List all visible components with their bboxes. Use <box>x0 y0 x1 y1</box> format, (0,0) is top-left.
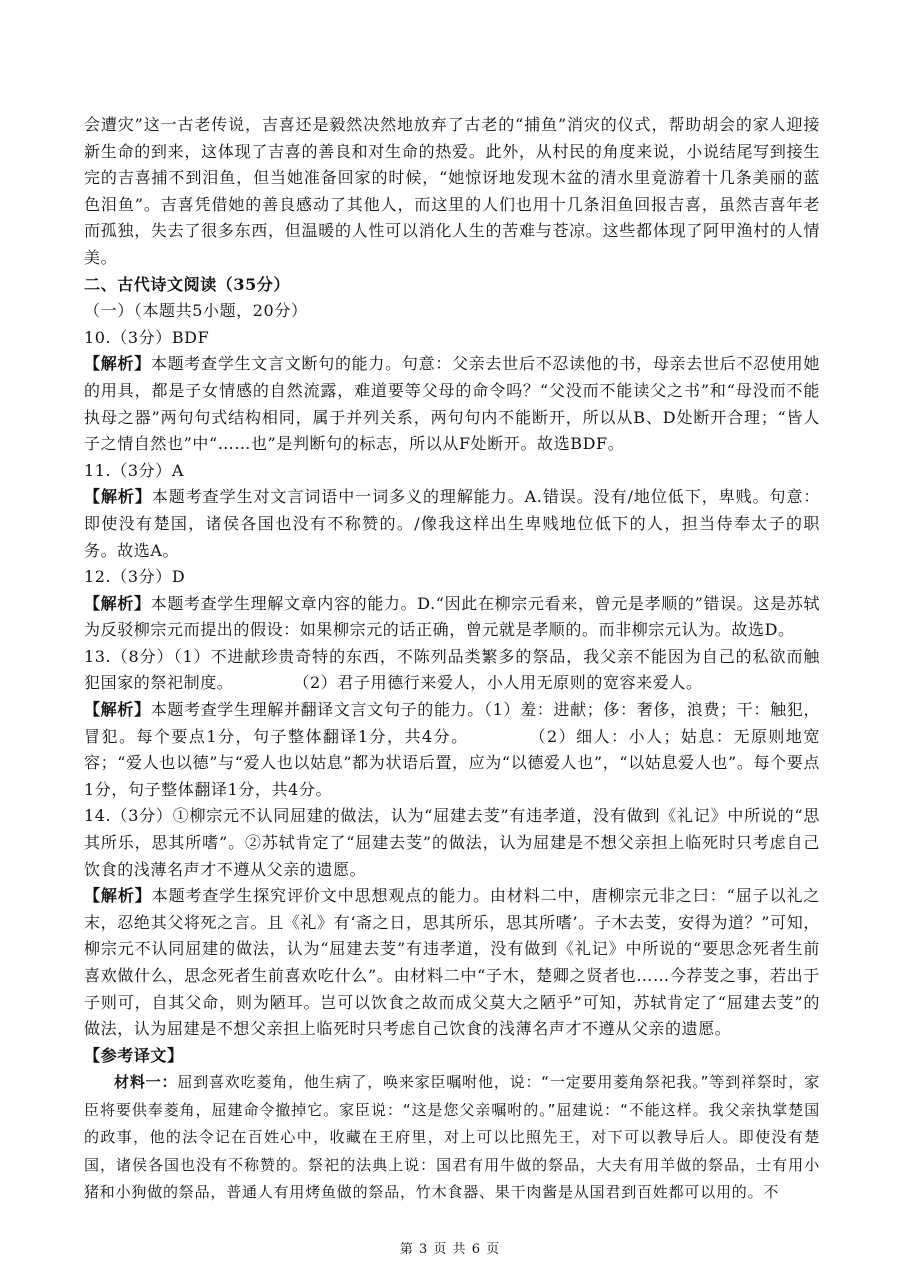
translation-paragraph <box>84 1069 820 1206</box>
analysis-body: 本题考查学生对文言词语中一词多义的理解能力。A.错误。没有/地位低下，卑贱。句意：即使没有楚国，诸侯各国也没有不称赞的。/像我这样出生卑贱地位低下的人，担当侍奉太子的职务。故选A。 <box>84 487 820 560</box>
page-footer: 第 3 页 共 6 页 <box>399 1242 501 1257</box>
analysis-body: 本题考查学生探究评价文中思想观点的能力。由材料二中，唐柳宗元非之曰：“屈子以礼之末，忍绝其父将死之言。且《礼》有‘斋之日，思其所乐，思其所嗜’。子木去芰，安得为道？”可知，柳宗元不认同屈建的做法，认为“屈建去芰”有违孝道，没有做到《礼记》中所说的“要思念死者生前喜欢做什么，思念死者生前喜欢吃什么”。由材料二中“子木，楚卿之贤者也……今荐芰之事，若出于子则可，自其父命，则为陋耳。岂可以饮食之故而成父莫大之陋乎”可知，苏轼肯定了“屈建去芰”的做法，认为屈建是不想父亲担上临死时只考虑自己饮食的浅薄名声才不遵从父亲的遗愿。 <box>84 886 820 1039</box>
subsection-heading: （一）（本题共5小题，20分） <box>84 301 308 321</box>
q13-answer-part2: （2）君子用德行来爱人，小人用无原则的宽容来爱人。 <box>293 673 703 693</box>
section-heading: 二、古代诗文阅读（35分） <box>84 274 291 294</box>
analysis-body: 本题考查学生理解文章内容的能力。D.“因此在柳宗元看来，曾元是孝顺的”错误。这是苏轼为反驳柳宗元而提出的假设：如果柳宗元的话正确，曾元就是孝顺的。而非柳宗元认为。故选D。 <box>84 593 820 640</box>
q13-answer-part1: 13.（8分）（1）不进献珍贵奇特的东西，不陈列品类繁多的祭品，我父亲不能因为自己的私欲而触犯国家的祭祀制度。 <box>84 646 820 693</box>
page-content <box>84 112 820 1206</box>
material-label: 材料一： <box>114 1073 178 1092</box>
analysis-tag: 【解析】 <box>84 354 151 374</box>
q11-analysis <box>84 484 820 564</box>
analysis-tag: 【解析】 <box>84 487 152 507</box>
q14-answer: 14.（3分）①柳宗元不认同屈建的做法，认为“屈建去芰”有违孝道，没有做到《礼记》中所说的“思其所乐，思其所嗜”。②苏轼肯定了“屈建去芰”的做法，认为屈建是不想父亲担上临死时只考虑自己饮食的浅薄名声才不遵从父亲的遗愿。 <box>84 806 820 879</box>
q12-analysis <box>84 591 820 644</box>
q12-answer: 12.（3分）D <box>84 567 186 587</box>
q13-analysis <box>84 697 820 803</box>
q10-analysis <box>84 351 820 457</box>
analysis-tag: 【解析】 <box>84 593 151 613</box>
analysis-tag: 【解析】 <box>84 886 152 906</box>
reference-translation-heading: 【参考译文】 <box>84 1045 184 1065</box>
q14-analysis <box>84 883 820 1043</box>
analysis-body-part1: 本题考查学生理解并翻译文言文句子的能力。（1）羞：进献；侈：奢侈，浪费；干：触犯，冒犯。每个要点1分，句子整体翻译1分，共4分。 <box>84 700 820 746</box>
analysis-body-part2: （2）细人：小人；姑息：无原则地宽容；“爱人也以德”与“爱人也以姑息”都为状语后置，应为“以德爱人也”，“以姑息爱人也”。每个要点1分，句子整体翻译1分，共4分。 <box>84 726 820 799</box>
q10-answer: 10.（3分）BDF <box>84 327 210 347</box>
intro-paragraph: 会遭灾”这一古老传说，吉喜还是毅然决然地放弃了古老的“捕鱼”消灾的仪式，帮助胡会的家人迎接新生命的到来，这体现了吉喜的善良和对生命的热爱。此外，从村民的角度来说，小说结尾写到接生完的吉喜捕不到泪鱼，但当她准备回家的时候，“她惊讶地发现木盆的清水里竟游着十几条美丽的蓝色泪鱼”。吉喜凭借她的善良感动了其他人，而这里的人们也用十几条泪鱼回报吉喜，虽然吉喜年老而孤独，失去了很多东西，但温暖的人性可以消化人生的苦难与苍凉。这些都体现了阿甲渔村的人情美。 <box>84 115 820 267</box>
analysis-tag: 【解析】 <box>84 700 151 720</box>
translation-text: 屈到喜欢吃菱角，他生病了，唤来家臣嘱咐他，说：“一定要用菱角祭祀我。”等到祥祭时，家臣将要供奉菱角，屈建命令撤掉它。家臣说：“这是您父亲嘱咐的。”屈建说：“不能这样。我父亲执掌楚国的政事，他的法令记在百姓心中，收藏在王府里，对上可以比照先王，对下可以教导后人。即使没有楚国，诸侯各国也没有不称赞的。祭祀的法典上说：国君有用牛做的祭品，大夫有用羊做的祭品，士有用小猪和小狗做的祭品，普通人有用烤鱼做的祭品，竹木食器、果干肉酱是从国君到百姓都可以用的。不 <box>84 1073 820 1201</box>
q13-answer <box>84 644 820 697</box>
q11-answer: 11.（3分）A <box>84 460 184 480</box>
analysis-body: 本题考查学生文言文断句的能力。句意：父亲去世后不忍读他的书，母亲去世后不忍使用她的用具，都是子女情感的自然流露，难道要等父母的命令吗？“父没而不能读父之书”和“母没而不能执母之器”两句句式结构相同，属于并列关系，两句句内不能断开，所以从B、D处断开合理；“皆人子之情自然也”中“……也”是判断句的标志，所以从F处断开。故选BDF。 <box>84 354 820 454</box>
